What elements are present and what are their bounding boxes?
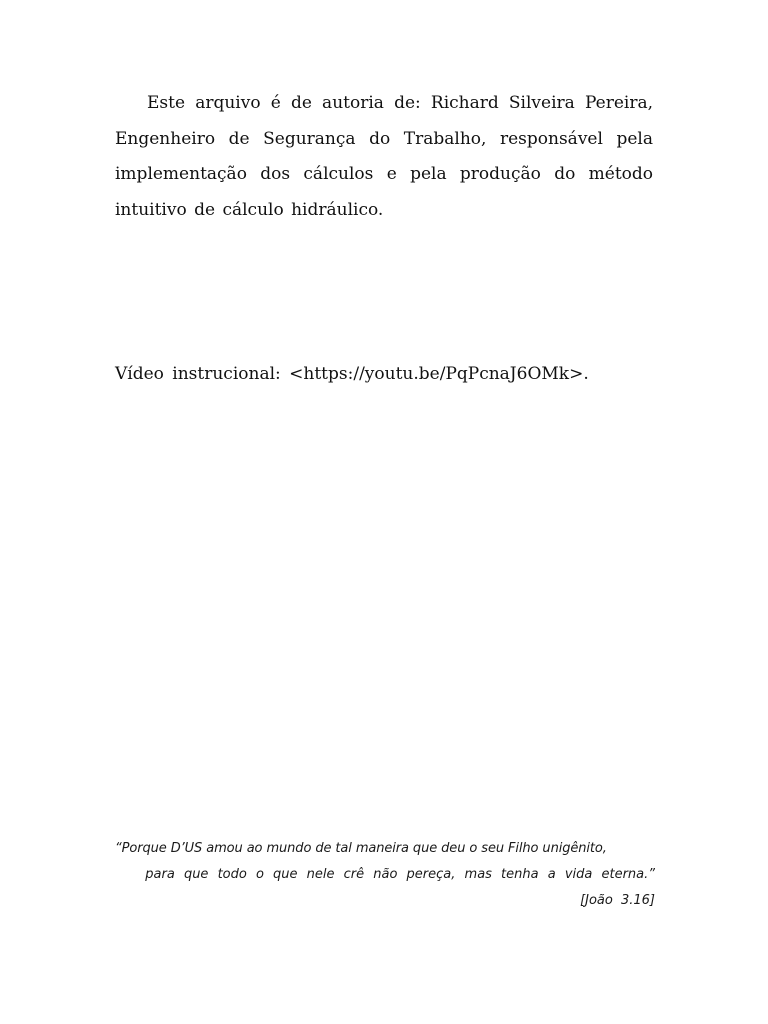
quote-line-1: “Porque D’US amou ao mundo de tal maneira que deu o seu Filho unigênito,	[115, 841, 607, 856]
quote-line-2: para que todo o que nele crê não pereça, mas tenha a vida eterna.”	[145, 867, 655, 882]
video-instructional-line: Vídeo instrucional: <https://youtu.be/PqPcnaJ6OMk>.	[115, 364, 589, 384]
bible-quote	[115, 836, 655, 914]
author-paragraph: Este arquivo é de autoria de: Richard Silveira Pereira, Engenheiro de Segurança do Trabalho, responsável pela implementação dos cálculos e pela produção do método intuitivo de cálculo hidráulico.	[115, 93, 653, 220]
quote-reference: [João 3.16]	[580, 893, 655, 908]
